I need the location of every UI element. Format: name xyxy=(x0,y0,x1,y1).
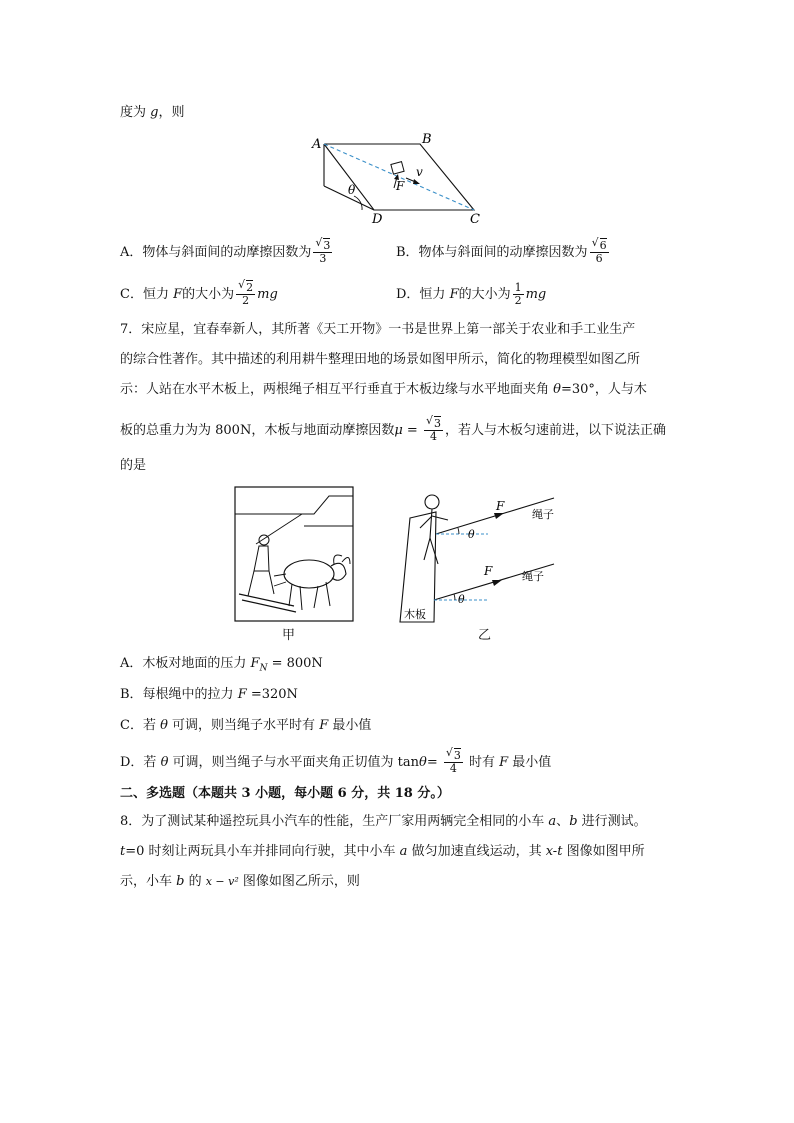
q8-line-3: 示，小车 b 的 x − v² 图像如图乙所示，则 xyxy=(120,874,360,889)
q7-option-b: B．每根绳中的拉力 F =320N xyxy=(120,687,298,702)
fraction-mu: √ $\frac{3}{4}$ xyxy=(424,418,443,443)
incline-figure xyxy=(310,128,500,228)
label-A: A xyxy=(312,137,322,152)
theta-arc xyxy=(354,196,362,210)
block xyxy=(391,162,404,175)
section-2-heading: 二、多选题（本题共 3 小题，每小题 6 分，共 18 分。） xyxy=(120,786,450,801)
q6-option-d: D．恒力 F的大小为 $\frac{1}{2}$ mg xyxy=(396,281,547,307)
fraction-tan: √ $\frac{3}{4}$ xyxy=(444,750,463,775)
label-C: C xyxy=(470,212,480,227)
q7-line-3: 示：人站在水平木板上，两根绳子相互平行垂直于木板边缘与水平地面夹角 θ=30°，人与木 xyxy=(120,382,647,397)
q7-line-4: 板的总重力为为 800N，木板与地面动摩擦因数μ = √ $\frac{3}{4}$ ，若人与木板匀速前进，以下说法正确 xyxy=(120,418,666,443)
plowing-illustration xyxy=(234,486,354,622)
velocity-arrowhead xyxy=(413,179,420,184)
label-F: F xyxy=(396,179,405,193)
caption-yi: 乙 xyxy=(478,628,492,643)
stick-figure-head xyxy=(425,495,439,509)
fraction-sqrt3-3: √ $\frac{3}{3}$ xyxy=(313,240,332,265)
label-theta: θ xyxy=(348,183,356,197)
intro-line xyxy=(120,103,184,123)
intro-text: 度为 xyxy=(120,105,151,120)
q7-option-a: A．木板对地面的压力 $F_N = 800N$ xyxy=(120,656,323,674)
var-g: g xyxy=(150,105,159,120)
q7-option-c: C．若 θ 可调，则当绳子水平时有 F 最小值 xyxy=(120,718,372,733)
q7-line-5: 的是 xyxy=(120,458,147,473)
fraction-sqrt2-2: √ $\frac{2}{2}$ xyxy=(236,282,255,307)
q6-option-b: B．物体与斜面间的动摩擦因数为 √ $\frac{6}{6}$ xyxy=(396,240,611,265)
label-F-top: F xyxy=(496,499,505,513)
q7-line-1: 7．宋应星，宜春奉新人，其所著《天工开物》一书是世界上第一部关于农业和手工业生产 xyxy=(120,322,636,337)
q8-line-2: t=0 时刻让两玩具小车并排同向行驶，其中小车 a 做匀加速直线运动，其 x-t 图像如图甲所 xyxy=(120,844,645,859)
fraction-1-2: $\frac{1}{2}$ xyxy=(514,281,522,307)
label-rope-top: 绳子 xyxy=(532,508,554,521)
fraction-sqrt6-6: √ $\frac{6}{6}$ xyxy=(590,240,609,265)
q6-option-a: A．物体与斜面间的动摩擦因数为 √ $\frac{3}{3}$ xyxy=(120,240,334,265)
label-F-bottom: F xyxy=(484,564,493,578)
label-v: v xyxy=(416,165,423,179)
caption-jia: 甲 xyxy=(282,628,296,643)
label-theta-top: θ xyxy=(468,528,475,541)
force-model-figure xyxy=(396,488,566,628)
q7-line-2: 的综合性著作。其中描述的利用耕牛整理田地的场景如图甲所示，简化的物理模型如图乙所 xyxy=(120,352,641,367)
label-B: B xyxy=(422,132,432,147)
arrow-top xyxy=(494,513,504,519)
label-theta-bottom: θ xyxy=(458,593,465,606)
q8-line-1: 8．为了测试某种遥控玩具小汽车的性能，生产厂家用两辆完全相同的小车 a、b 进行测试。 xyxy=(120,814,647,829)
label-rope-bottom: 绳子 xyxy=(522,570,544,583)
diagonal-dashed-line xyxy=(324,144,474,210)
q7-option-d: D．若 θ 可调，则当绳子与水平面夹角正切值为 tanθ= √ $\frac{3}{4}$ 时有 F 最小值 xyxy=(120,750,551,775)
q6-option-c: C．恒力 F的大小为 √ $\frac{2}{2}$ mg xyxy=(120,282,278,307)
intro-text-after: ，则 xyxy=(158,105,185,120)
arrow-bottom xyxy=(492,580,502,586)
label-board: 木板 xyxy=(404,608,426,621)
label-D: D xyxy=(372,212,383,227)
